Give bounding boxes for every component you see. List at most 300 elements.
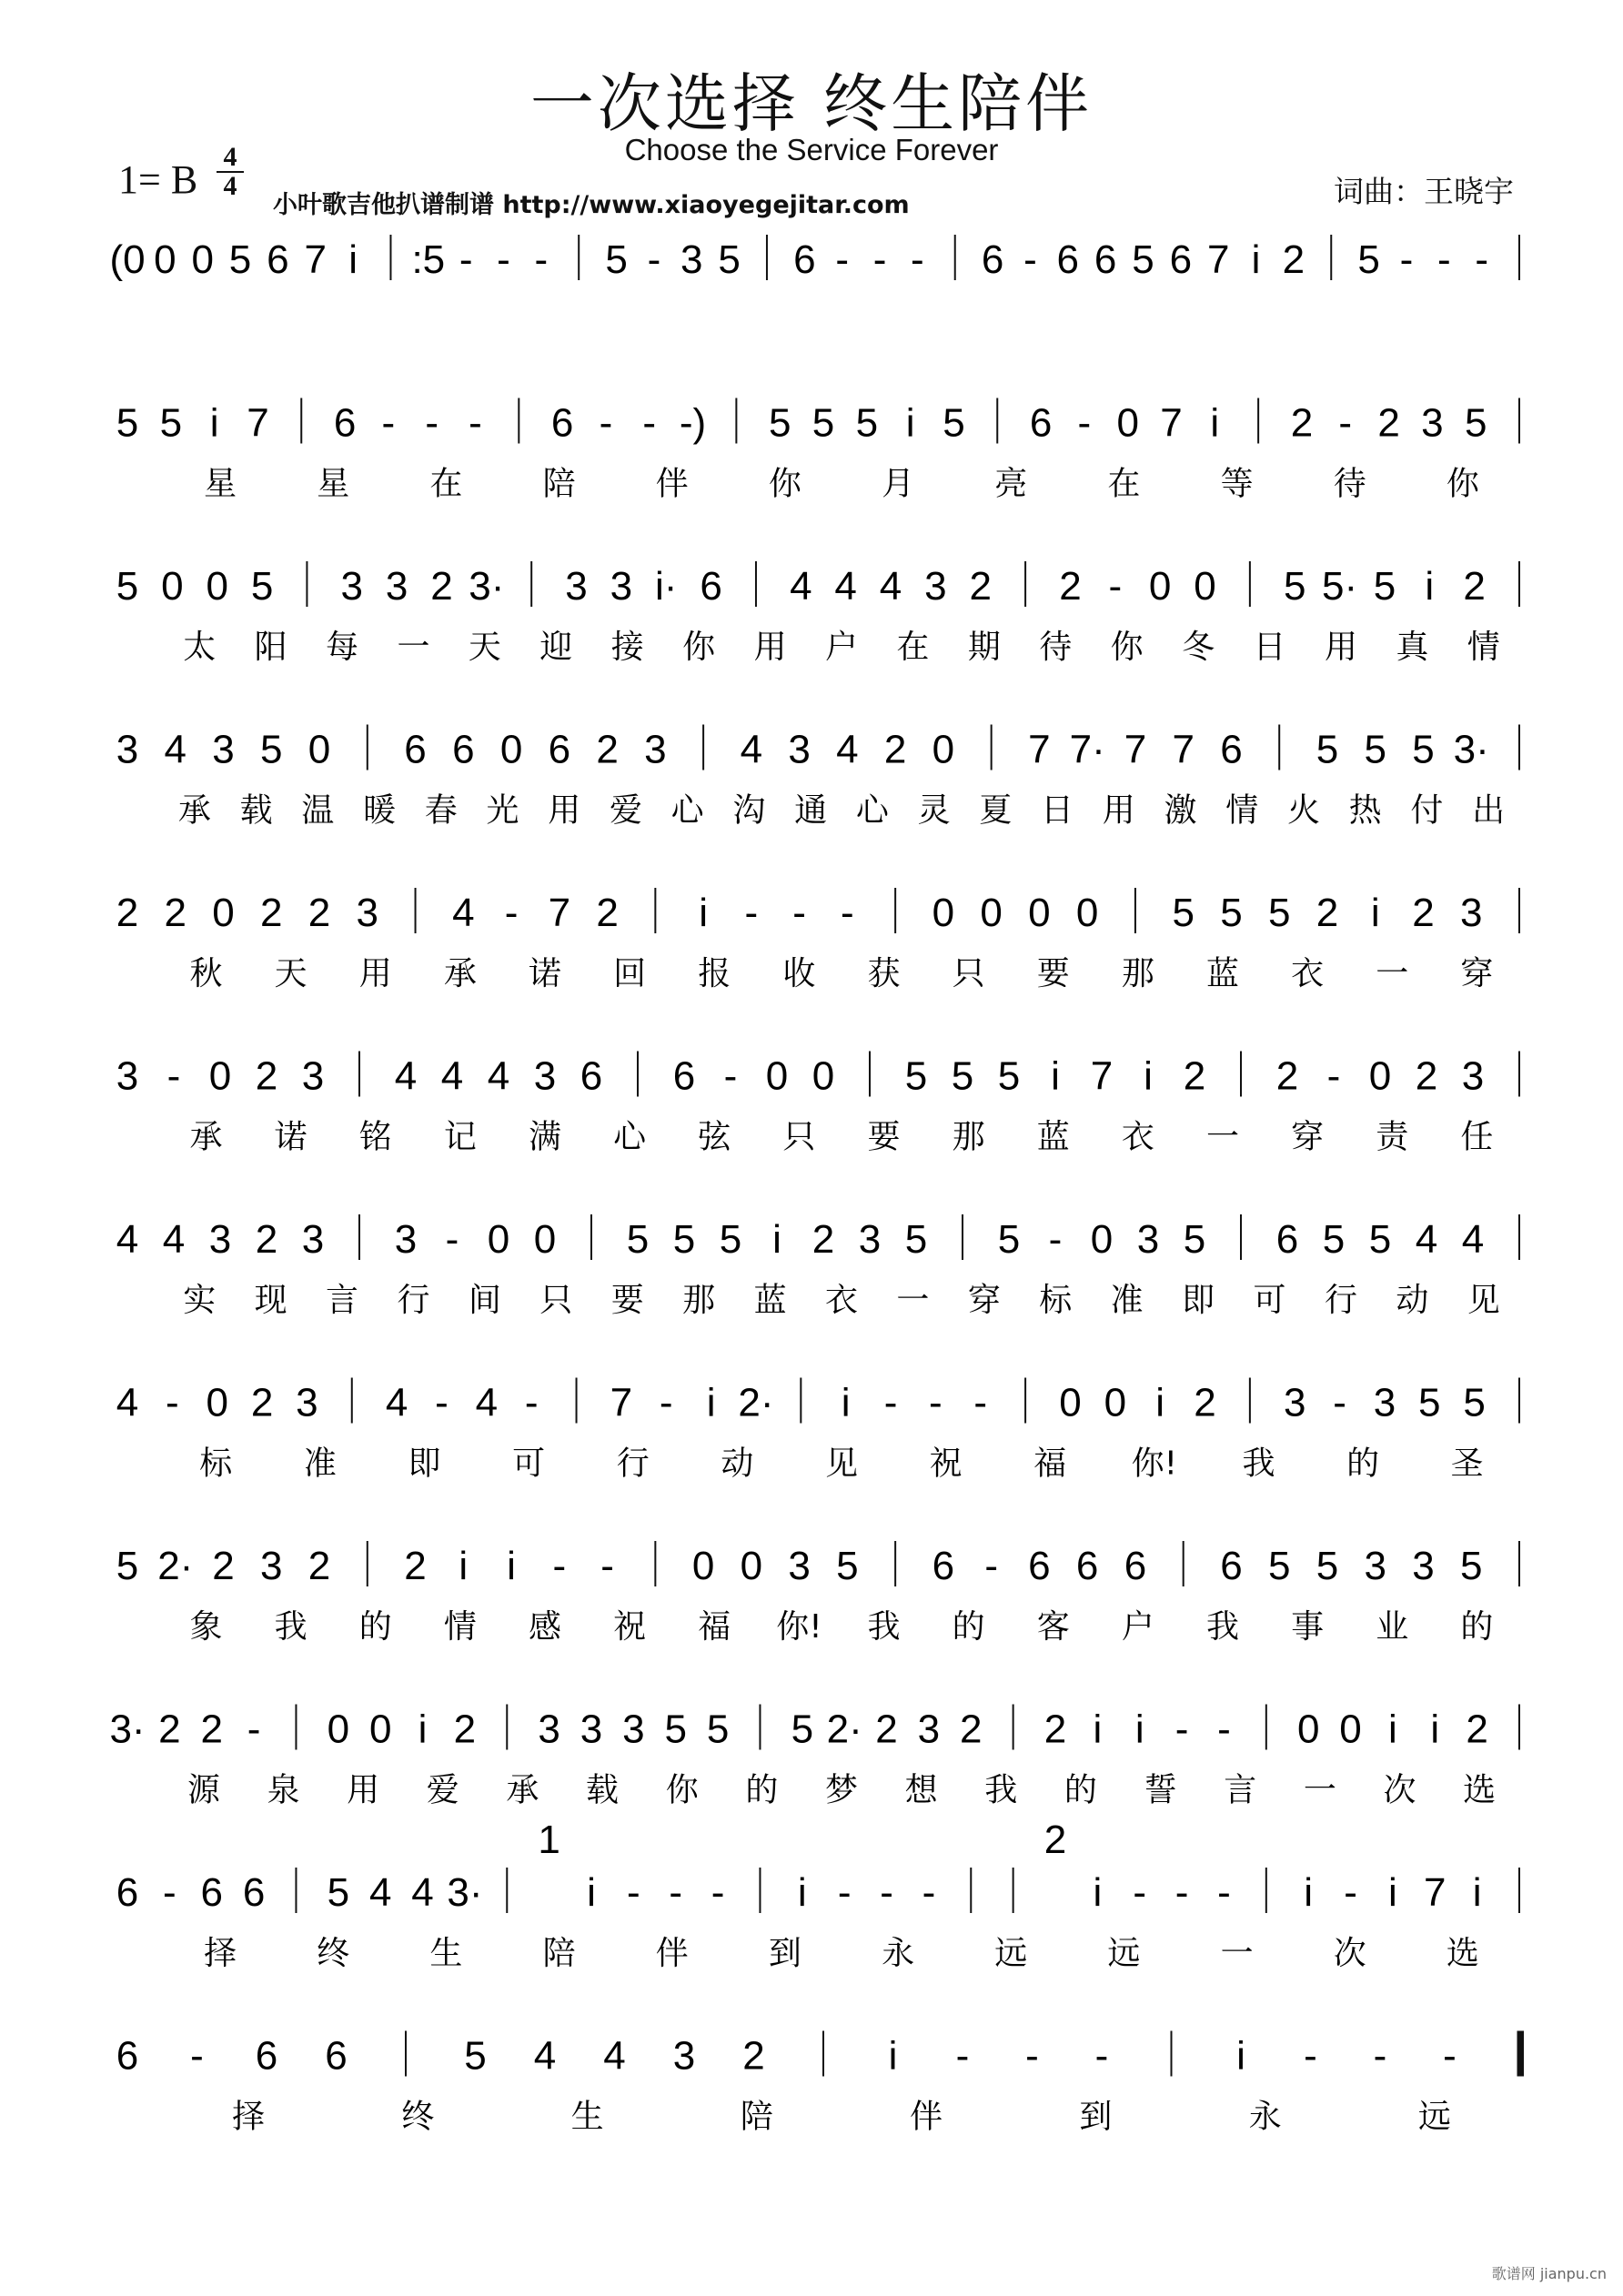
note: - — [723, 1053, 738, 1099]
composer-credit: 词曲：王晓宇 — [1334, 174, 1514, 209]
lyric-char: 到 — [1079, 2098, 1113, 2136]
lyric-char: 你 — [768, 465, 801, 503]
lyric-char: 可 — [1253, 1282, 1286, 1319]
note: 3 — [1283, 1380, 1306, 1425]
lyric-char: 即 — [408, 1445, 441, 1483]
lyric-char: 行 — [1324, 1282, 1357, 1319]
lyric-char: 祝 — [613, 1608, 647, 1646]
note: 5 — [228, 237, 252, 282]
lyric-char: 择 — [204, 1935, 237, 1972]
note: 2· — [738, 1380, 774, 1425]
lyric-char: 冬 — [1182, 629, 1215, 666]
note: 2 — [255, 1053, 278, 1099]
note: 4 — [879, 564, 902, 609]
lyric-char: 秋 — [189, 955, 223, 992]
lyric-char: 终 — [317, 1935, 350, 1972]
lyric-char: 在 — [429, 465, 463, 503]
note: 0 — [691, 1544, 715, 1588]
lyric-char: 次 — [1383, 1771, 1416, 1809]
note: 2 — [1059, 564, 1082, 609]
note: i — [459, 1544, 469, 1588]
note: i — [699, 891, 708, 935]
note: 5 — [116, 1544, 139, 1588]
note: 3 — [301, 1217, 325, 1262]
note: 2 — [1415, 1053, 1438, 1099]
lyric-char: 事 — [1291, 1608, 1325, 1646]
lyric-char: 生 — [429, 1935, 463, 1972]
note: 3 — [260, 1544, 283, 1588]
note: - — [929, 1380, 943, 1425]
lyric-char: 衣 — [824, 1282, 859, 1319]
note: - — [955, 2033, 970, 2079]
lyric-char: 接 — [610, 629, 644, 666]
note: 6 — [1094, 237, 1117, 282]
note: 3 — [533, 1053, 557, 1099]
note: 4 — [1415, 1217, 1438, 1262]
lyric-char: 任 — [1460, 1118, 1494, 1156]
note: - — [534, 237, 549, 282]
note: i — [1430, 1707, 1440, 1752]
lyric-char: 期 — [967, 629, 1001, 666]
note: i — [1155, 1380, 1165, 1425]
note: i — [706, 1380, 716, 1425]
lyric-char: 陪 — [542, 1935, 576, 1972]
note: 4 — [162, 1217, 186, 1262]
note: 0 — [1296, 1707, 1320, 1752]
lyric-char: 泉 — [267, 1771, 300, 1809]
note: 0 — [191, 237, 214, 282]
lyric-char: 火 — [1286, 791, 1320, 830]
lyric-char: 承 — [177, 791, 211, 830]
lyric-char: 月 — [882, 465, 915, 503]
lyric-char: 一 — [397, 629, 430, 666]
lyric-char: 择 — [232, 2098, 266, 2136]
lyric-char: 业 — [1376, 1608, 1409, 1646]
lyric-char: 载 — [239, 791, 273, 830]
lyric-char: 天 — [274, 955, 307, 992]
lyric-char: 的 — [358, 1608, 392, 1646]
lyric-char: 蓝 — [753, 1282, 787, 1319]
lyric-char: 你 — [1446, 465, 1479, 503]
lyric-char: 诺 — [274, 1118, 307, 1156]
lyric-char: 准 — [1110, 1282, 1144, 1319]
lyric-char: 只 — [539, 1282, 573, 1319]
note: - — [922, 1870, 936, 1915]
note: 2 — [596, 727, 619, 772]
note: 3 — [610, 564, 633, 609]
note: 0 — [1028, 891, 1051, 935]
note: - — [1217, 1870, 1231, 1915]
note: 7 — [1172, 727, 1195, 772]
note: 6 — [1169, 237, 1193, 282]
lyric-char: 选 — [1446, 1935, 1479, 1972]
lyric-char: 福 — [698, 1608, 731, 1646]
note: 2 — [1043, 1707, 1067, 1752]
note: i — [841, 1380, 851, 1425]
lyric-char: 承 — [189, 1118, 223, 1156]
lyric-char: 我 — [1206, 1608, 1240, 1646]
note: i — [1093, 1707, 1103, 1752]
note: - — [642, 400, 657, 446]
note: - — [1077, 400, 1092, 446]
note: i — [797, 1870, 807, 1915]
note: 2 — [1466, 1707, 1488, 1752]
lyric-char: 心 — [613, 1118, 647, 1156]
note: 0 — [980, 891, 1003, 935]
note: - — [872, 237, 887, 282]
lyric-char: 承 — [506, 1771, 539, 1809]
note: 7 — [304, 237, 327, 282]
note: 5 — [1463, 1380, 1486, 1425]
note: 4 — [411, 1870, 434, 1915]
lyric-char: 穿 — [1291, 1118, 1325, 1156]
note: 0 — [368, 1707, 392, 1752]
note: 5 — [1172, 891, 1195, 935]
note: 6 — [333, 400, 357, 446]
lyric-char: 行 — [616, 1445, 650, 1483]
lyric-char: 用 — [358, 955, 392, 992]
note: - — [1333, 1380, 1346, 1425]
lyric-char: 言 — [326, 1282, 359, 1319]
note: - — [883, 1380, 898, 1425]
note: 3 — [340, 564, 364, 609]
note: 5 — [1373, 564, 1396, 609]
note: - — [744, 891, 759, 935]
lyric-char: 情 — [1225, 791, 1259, 830]
note: 6 — [452, 727, 475, 772]
note: 7 — [1206, 237, 1230, 282]
lyric-char: 诺 — [529, 955, 562, 992]
lyric-char: 收 — [782, 955, 816, 992]
note: 3 — [1461, 1053, 1485, 1099]
lyric-char: 那 — [952, 1118, 985, 1156]
note: 5 — [718, 237, 741, 282]
lyric-char: 户 — [1121, 1608, 1154, 1646]
note: 7 — [1160, 400, 1183, 446]
lyric-char: 回 — [613, 955, 647, 992]
note: 4 — [487, 1053, 510, 1099]
lyric-char: 一 — [1206, 1118, 1240, 1156]
note: 2 — [1412, 891, 1435, 935]
note: 0 — [206, 564, 228, 609]
lyric-char: 天 — [468, 629, 501, 666]
note: 3· — [1453, 727, 1489, 772]
note: 6 — [580, 1053, 603, 1099]
note: 3 — [116, 1053, 139, 1099]
note: 6 — [1029, 400, 1053, 446]
note: (0 — [109, 237, 146, 282]
lyric-char: 穿 — [1460, 955, 1494, 992]
lyric-char: 生 — [570, 2098, 604, 2136]
lyric-char: 源 — [186, 1771, 220, 1809]
note: - — [435, 1380, 449, 1425]
note: 3 — [1373, 1380, 1396, 1425]
note: 0 — [765, 1053, 789, 1099]
note: - — [1373, 2033, 1387, 2079]
note: 5 — [791, 1707, 814, 1752]
note: 4 — [116, 1380, 139, 1425]
lyric-char: 陪 — [740, 2098, 773, 2136]
note: 5 — [159, 400, 183, 446]
note: 5 — [904, 1217, 928, 1262]
time-signature-top: 4 — [217, 144, 244, 173]
note: 7 — [1424, 1870, 1447, 1915]
lyric-char: 你 — [682, 629, 716, 666]
note: 5 — [997, 1217, 1021, 1262]
note: - — [973, 1380, 988, 1425]
note: - — [1475, 237, 1488, 282]
note: i — [1425, 564, 1435, 609]
note: i — [418, 1707, 428, 1752]
note: 2 — [116, 891, 139, 935]
lyric-char: 春 — [424, 791, 458, 830]
lyric-char: 弦 — [698, 1118, 731, 1156]
lyric-char: 用 — [548, 791, 581, 830]
note: - — [166, 1053, 181, 1099]
lyric-char: 用 — [753, 629, 787, 666]
lyric-char: 暖 — [363, 791, 397, 830]
note: - — [425, 400, 439, 446]
note: - — [1133, 1870, 1147, 1915]
lyric-char: 福 — [1033, 1445, 1067, 1483]
note: 2 — [260, 891, 283, 935]
note: i — [348, 237, 358, 282]
note: i — [1370, 891, 1380, 935]
note: -) — [679, 400, 707, 446]
lyric-char: 每 — [326, 629, 359, 666]
lyric-char: 标 — [1039, 1282, 1073, 1319]
note: 6 — [116, 1870, 139, 1915]
lyric-char: 远 — [1107, 1935, 1141, 1972]
lyric-char: 通 — [794, 791, 828, 830]
note: 2 — [812, 1217, 835, 1262]
lyric-char: 星 — [204, 465, 237, 503]
note: 2 — [875, 1707, 898, 1752]
note: - — [1344, 1870, 1357, 1915]
note: 2· — [826, 1707, 862, 1752]
note: 5 — [250, 564, 274, 609]
note: :5 — [411, 237, 446, 282]
note: 6 — [1124, 1544, 1147, 1588]
note: 4 — [475, 1380, 499, 1425]
lyric-char: 在 — [1107, 465, 1141, 503]
note: 3 — [1136, 1217, 1160, 1262]
note: 4 — [834, 564, 857, 609]
note: 2 — [742, 2033, 765, 2079]
lyric-char: 我 — [1242, 1445, 1275, 1483]
note: 4 — [533, 2033, 557, 2079]
note: 6 — [548, 727, 571, 772]
note: 7 — [1124, 727, 1147, 772]
lyric-char: 等 — [1220, 465, 1254, 503]
song-subtitle: Choose the Service Forever — [624, 133, 999, 166]
lyric-char: 你! — [776, 1608, 822, 1646]
lyric-char: 选 — [1463, 1771, 1497, 1809]
note: 4 — [452, 891, 475, 935]
note: 5 — [904, 1053, 928, 1099]
note: 5 — [719, 1217, 742, 1262]
note: 6 — [267, 237, 289, 282]
note: 0 — [1116, 400, 1139, 446]
lyric-char: 我 — [867, 1608, 901, 1646]
note: 3 — [644, 727, 667, 772]
lyric-char: 心 — [670, 791, 704, 830]
note: 5 — [464, 2033, 487, 2079]
lyric-char: 阳 — [254, 629, 287, 666]
lyric-char: 想 — [904, 1771, 938, 1809]
note: - — [984, 1544, 998, 1588]
note: 3 — [924, 564, 947, 609]
note: i — [1144, 1053, 1153, 1099]
note: 0 — [1090, 1217, 1114, 1262]
lyric-char: 衣 — [1291, 955, 1325, 992]
note: 4 — [740, 727, 763, 772]
note: 5 — [836, 1544, 859, 1588]
lyric-char: 终 — [401, 2098, 435, 2136]
lyric-char: 言 — [1224, 1771, 1257, 1809]
note: 5 — [1322, 1217, 1346, 1262]
note: - — [835, 237, 850, 282]
lyric-char: 记 — [443, 1118, 477, 1156]
lyric-char: 太 — [183, 629, 217, 666]
note: 6 — [116, 2033, 139, 2079]
lyric-char: 星 — [317, 465, 350, 503]
note: i — [1051, 1053, 1060, 1099]
lyric-char: 要 — [867, 1118, 901, 1156]
lyric-char: 到 — [768, 1935, 801, 1972]
note: 0 — [1148, 564, 1172, 609]
note: 5 — [1316, 1544, 1339, 1588]
note: - — [1108, 564, 1123, 609]
note: 4 — [116, 1217, 139, 1262]
note: - — [1399, 237, 1414, 282]
note: - — [659, 1380, 673, 1425]
note: 0 — [212, 891, 235, 935]
lyric-char: 承 — [443, 955, 477, 992]
note: 3 — [917, 1707, 941, 1752]
note: 0 — [154, 237, 176, 282]
lyric-char: 光 — [486, 791, 519, 830]
note: - — [1048, 1217, 1063, 1262]
note: 0 — [499, 727, 523, 772]
note: - — [1025, 2033, 1039, 2079]
lyric-char: 永 — [1248, 2098, 1282, 2136]
lyric-char: 要 — [610, 1282, 644, 1319]
note: - — [524, 1380, 539, 1425]
lyric-char: 见 — [824, 1445, 859, 1483]
note: - — [1217, 1707, 1231, 1752]
note: 5 — [1357, 237, 1380, 282]
note: - — [469, 400, 482, 446]
lyric-char: 象 — [189, 1608, 223, 1646]
lyric-char: 获 — [867, 955, 901, 992]
note: 0 — [1368, 1053, 1392, 1099]
note: 6 — [242, 1870, 266, 1915]
lyric-char: 心 — [855, 791, 889, 830]
note: 5 — [1464, 400, 1487, 446]
lyric-char: 出 — [1472, 791, 1506, 830]
note: 3 — [1421, 400, 1444, 446]
note: 0 — [327, 1707, 350, 1752]
note: - — [841, 891, 854, 935]
note: 0 — [932, 727, 955, 772]
lyric-char: 永 — [882, 1935, 915, 1972]
lyric-char: 用 — [1324, 629, 1357, 666]
note: - — [792, 891, 806, 935]
note: 4 — [385, 1380, 408, 1425]
note: i — [1472, 1870, 1482, 1915]
note: - — [381, 400, 396, 446]
note: 3 — [565, 564, 588, 609]
note: 2 — [1183, 1053, 1206, 1099]
lyric-char: 誓 — [1144, 1771, 1177, 1809]
note: 6 — [1220, 1544, 1243, 1588]
note: 3 — [394, 1217, 418, 1262]
note: - — [599, 400, 613, 446]
lyric-char: 亮 — [994, 465, 1028, 503]
note: 2 — [212, 1544, 235, 1588]
lyric-char: 要 — [1036, 955, 1070, 992]
note: - — [627, 1870, 640, 1915]
note: 5 — [1283, 564, 1306, 609]
note: 0 — [208, 1053, 232, 1099]
volta-number: 2 — [1043, 1818, 1067, 1862]
note: - — [459, 237, 473, 282]
lyric-char: 陪 — [542, 465, 576, 503]
note: 4 — [394, 1053, 418, 1099]
note: 0 — [1059, 1380, 1082, 1425]
note: 6 — [200, 1870, 223, 1915]
note: 3 — [116, 727, 139, 772]
note: 2 — [1463, 564, 1486, 609]
note: 0 — [307, 727, 331, 772]
note: 2· — [157, 1544, 194, 1588]
lyric-char: 衣 — [1121, 1118, 1154, 1156]
note: 5 — [327, 1870, 350, 1915]
note: 5 — [943, 400, 965, 446]
note: 0 — [932, 891, 955, 935]
note: 4 — [790, 564, 812, 609]
note: 2 — [307, 891, 331, 935]
lyric-char: 感 — [529, 1608, 562, 1646]
note: 4 — [836, 727, 859, 772]
note: 5 — [1267, 891, 1291, 935]
note: i — [1210, 400, 1220, 446]
lyric-char: 只 — [782, 1118, 816, 1156]
note: i — [507, 1544, 516, 1588]
lyric-char: 你 — [1110, 629, 1144, 666]
note: 2 — [158, 1707, 181, 1752]
note: 5 — [706, 1707, 730, 1752]
note: - — [1338, 400, 1353, 446]
lyric-char: 你 — [665, 1771, 699, 1809]
lyric-char: 实 — [183, 1282, 217, 1319]
note: 2 — [1282, 237, 1305, 282]
note: 5 — [1412, 727, 1435, 772]
lyric-char: 见 — [1467, 1282, 1500, 1319]
note: 6 — [325, 2033, 348, 2079]
note: i — [1134, 1707, 1144, 1752]
note: 3 — [538, 1707, 560, 1752]
note: 6 — [255, 2033, 278, 2079]
note: - — [880, 1870, 893, 1915]
lyric-char: 准 — [303, 1445, 337, 1483]
lyric-char: 的 — [1064, 1771, 1097, 1809]
lyric-char: 梦 — [824, 1771, 859, 1809]
note: - — [1443, 2033, 1457, 2079]
note: 3 — [788, 1544, 811, 1588]
note: 5 — [1220, 891, 1243, 935]
